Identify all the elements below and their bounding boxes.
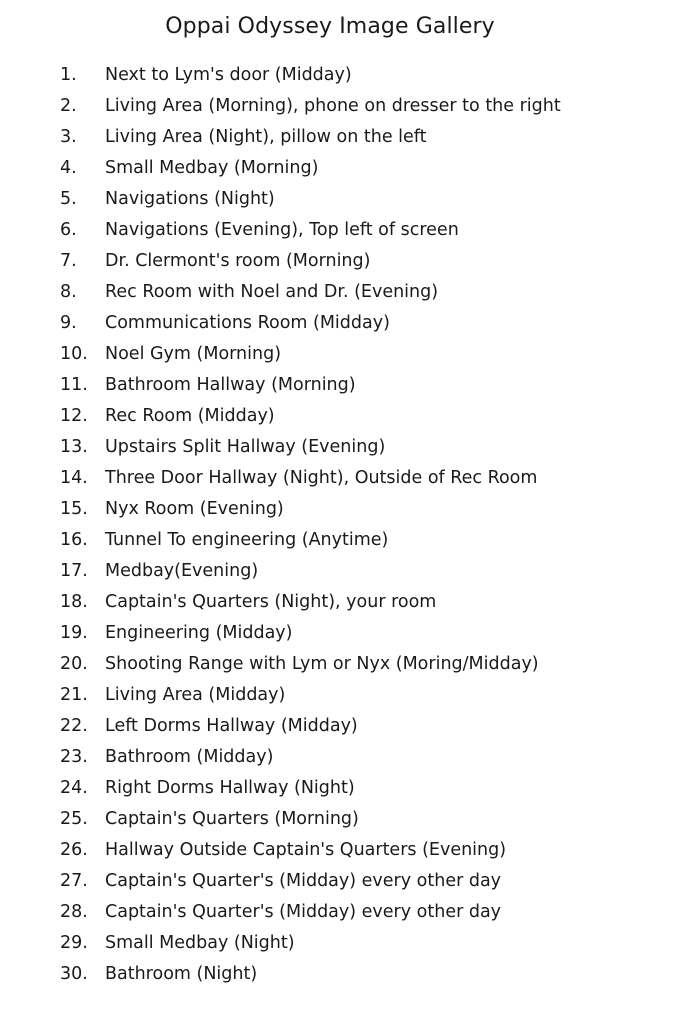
item-text: Navigations (Night)	[105, 189, 275, 209]
list-item	[0, 773, 676, 804]
item-number: 22.	[60, 716, 88, 736]
list-item	[0, 215, 676, 246]
item-number: 1.	[60, 65, 77, 85]
item-number: 28.	[60, 902, 88, 922]
item-number: 26.	[60, 840, 88, 860]
list-item	[0, 401, 676, 432]
list-item	[0, 587, 676, 618]
page-title: Oppai Odyssey Image Gallery	[165, 14, 495, 39]
item-number: 6.	[60, 220, 77, 240]
item-text: Left Dorms Hallway (Midday)	[105, 716, 358, 736]
item-text: Living Area (Midday)	[105, 685, 286, 705]
item-text: Tunnel To engineering (Anytime)	[105, 530, 389, 550]
item-text: Navigations (Evening), Top left of screen	[105, 220, 459, 240]
item-text: Upstairs Split Hallway (Evening)	[105, 437, 386, 457]
list-item	[0, 153, 676, 184]
list-item	[0, 339, 676, 370]
item-text: Bathroom (Midday)	[105, 747, 274, 767]
item-text: Shooting Range with Lym or Nyx (Moring/Midday)	[105, 654, 539, 674]
item-text: Communications Room (Midday)	[105, 313, 390, 333]
list-item	[0, 866, 676, 897]
list-item	[0, 525, 676, 556]
item-number: 21.	[60, 685, 88, 705]
item-text: Noel Gym (Morning)	[105, 344, 282, 364]
list-item	[0, 742, 676, 773]
list-item	[0, 246, 676, 277]
item-text: Rec Room with Noel and Dr. (Evening)	[105, 282, 439, 302]
item-text: Nyx Room (Evening)	[105, 499, 284, 519]
item-number: 27.	[60, 871, 88, 891]
item-text: Right Dorms Hallway (Night)	[105, 778, 355, 798]
item-text: Captain's Quarter's (Midday) every other day	[105, 902, 502, 922]
list-item	[0, 804, 676, 835]
list-item	[0, 463, 676, 494]
list-item	[0, 122, 676, 153]
item-text: Hallway Outside Captain's Quarters (Evening)	[105, 840, 507, 860]
item-text: Dr. Clermont's room (Morning)	[105, 251, 371, 271]
item-number: 2.	[60, 96, 77, 116]
list-item	[0, 959, 676, 990]
item-number: 7.	[60, 251, 77, 271]
item-number: 13.	[60, 437, 88, 457]
item-number: 9.	[60, 313, 77, 333]
item-text: Medbay(Evening)	[105, 561, 259, 581]
item-text: Small Medbay (Night)	[105, 933, 295, 953]
item-text: Three Door Hallway (Night), Outside of Rec Room	[105, 468, 538, 488]
item-number: 17.	[60, 561, 88, 581]
item-text: Next to Lym's door (Midday)	[105, 65, 352, 85]
list-item	[0, 928, 676, 959]
list-item	[0, 711, 676, 742]
gallery-list	[0, 60, 676, 990]
item-number: 18.	[60, 592, 88, 612]
list-item	[0, 897, 676, 928]
list-item	[0, 680, 676, 711]
list-item	[0, 432, 676, 463]
item-number: 15.	[60, 499, 88, 519]
list-item	[0, 494, 676, 525]
item-number: 5.	[60, 189, 77, 209]
list-item	[0, 835, 676, 866]
item-number: 19.	[60, 623, 88, 643]
item-text: Captain's Quarters (Morning)	[105, 809, 359, 829]
item-text: Engineering (Midday)	[105, 623, 293, 643]
item-text: Captain's Quarter's (Midday) every other day	[105, 871, 502, 891]
list-item	[0, 618, 676, 649]
item-number: 12.	[60, 406, 88, 426]
list-item	[0, 308, 676, 339]
list-item	[0, 370, 676, 401]
list-item	[0, 277, 676, 308]
item-number: 11.	[60, 375, 88, 395]
item-number: 8.	[60, 282, 77, 302]
item-text: Rec Room (Midday)	[105, 406, 275, 426]
item-number: 29.	[60, 933, 88, 953]
list-item	[0, 649, 676, 680]
item-text: Bathroom Hallway (Morning)	[105, 375, 356, 395]
item-number: 25.	[60, 809, 88, 829]
item-number: 4.	[60, 158, 77, 178]
item-text: Captain's Quarters (Night), your room	[105, 592, 437, 612]
list-item	[0, 60, 676, 91]
item-text: Living Area (Night), pillow on the left	[105, 127, 427, 147]
item-number: 20.	[60, 654, 88, 674]
item-number: 16.	[60, 530, 88, 550]
item-number: 10.	[60, 344, 88, 364]
item-number: 3.	[60, 127, 77, 147]
item-number: 23.	[60, 747, 88, 767]
list-item	[0, 556, 676, 587]
item-text: Living Area (Morning), phone on dresser to the right	[105, 96, 561, 116]
list-item	[0, 91, 676, 122]
item-number: 14.	[60, 468, 88, 488]
list-item	[0, 184, 676, 215]
item-text: Small Medbay (Morning)	[105, 158, 319, 178]
item-number: 30.	[60, 964, 88, 984]
item-text: Bathroom (Night)	[105, 964, 258, 984]
item-number: 24.	[60, 778, 88, 798]
